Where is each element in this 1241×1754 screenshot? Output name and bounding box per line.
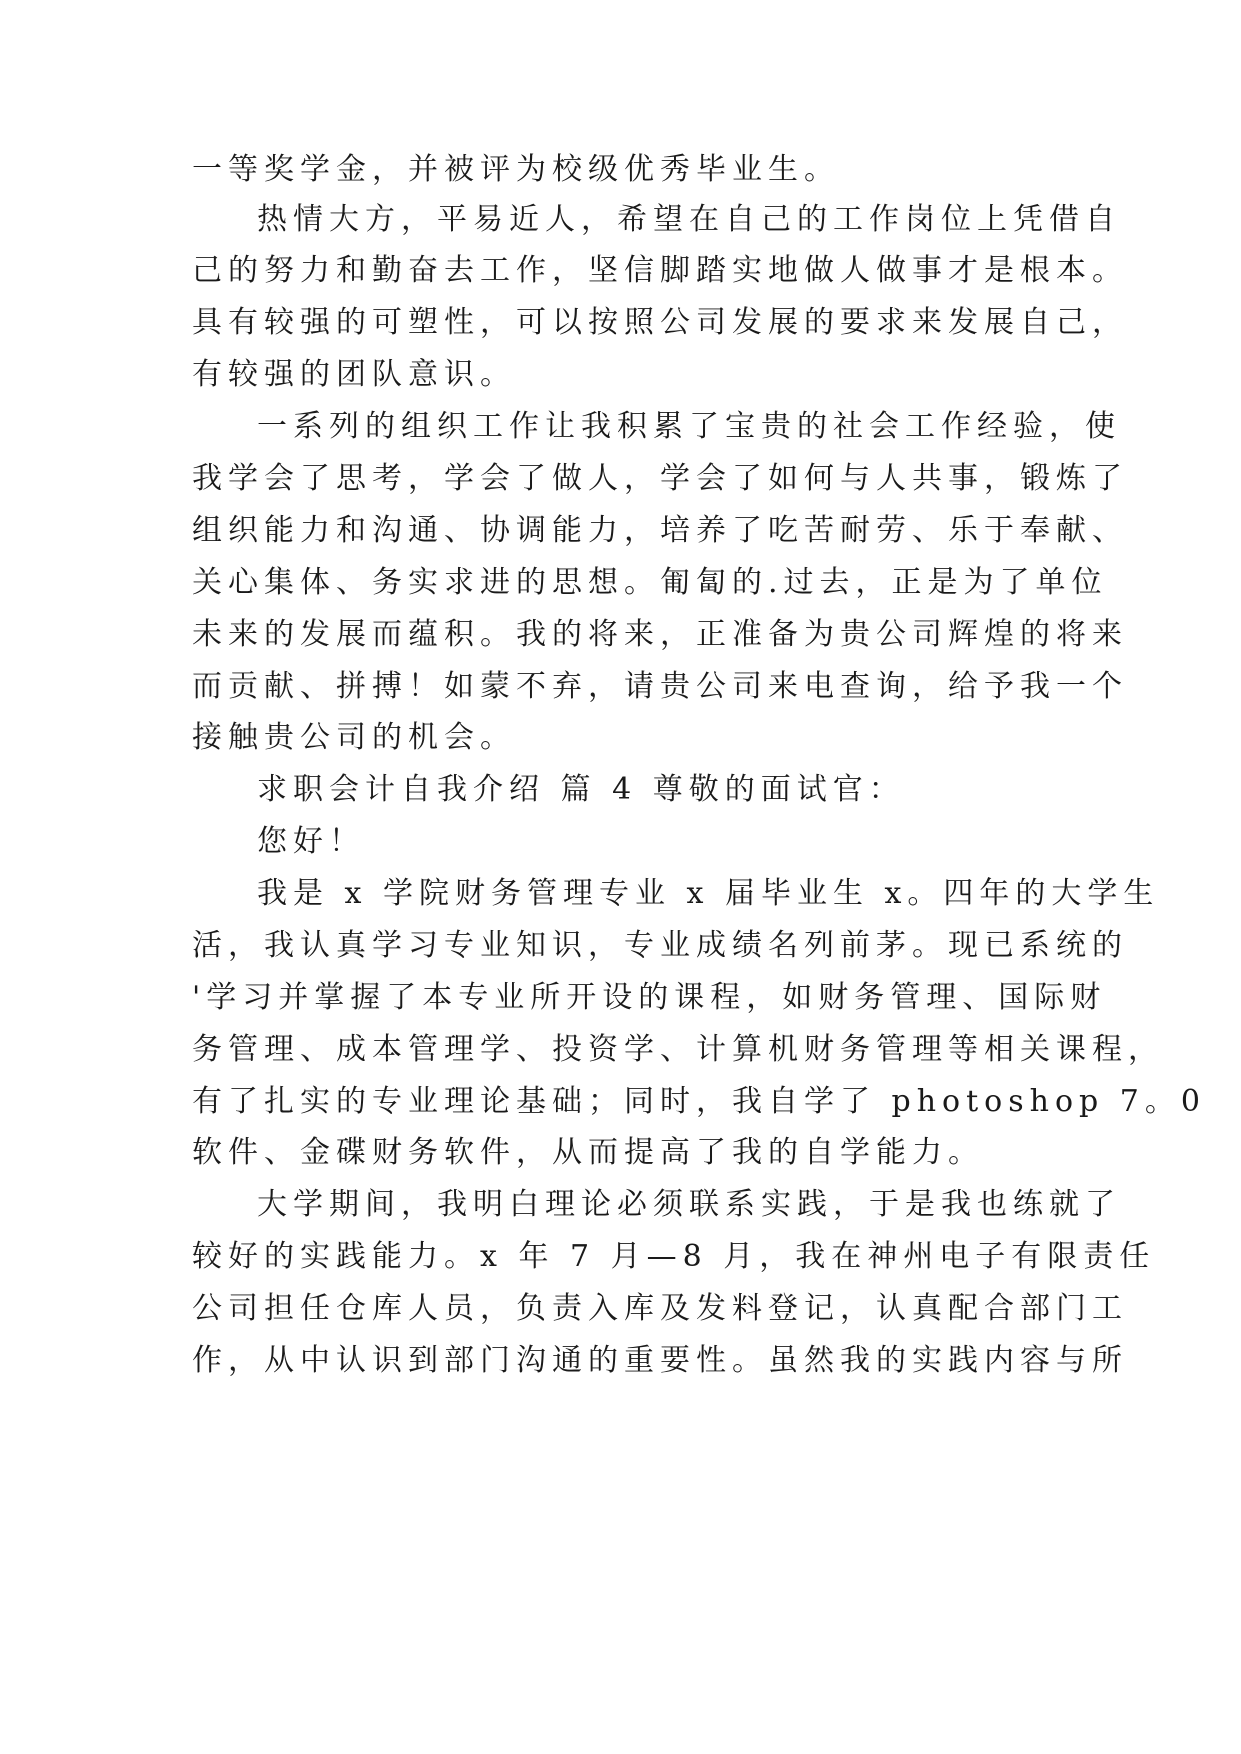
text-line: 而贡献、拼搏！如蒙不弃，请贵公司来电查询，给予我一个 bbox=[192, 669, 1128, 704]
text-line: 软件、金碟财务软件，从而提高了我的自学能力。 bbox=[192, 1135, 984, 1170]
text-line: 接触贵公司的机会。 bbox=[192, 720, 516, 755]
text-line: 一等奖学金，并被评为校级优秀毕业生。 bbox=[192, 152, 840, 187]
paragraph-start-line: 一系列的组织工作让我积累了宝贵的社会工作经验，使 bbox=[257, 409, 1121, 444]
text-line: 作，从中认识到部门沟通的重要性。虽然我的实践内容与所 bbox=[192, 1343, 1128, 1378]
text-line: 我学会了思考，学会了做人，学会了如何与人共事，锻炼了 bbox=[192, 461, 1128, 496]
paragraph-start-line: 我是 x 学院财务管理专业 x 届毕业生 x。四年的大学生 bbox=[257, 876, 1160, 911]
text-line: 较好的实践能力。x 年 7 月—8 月，我在神州电子有限责任 bbox=[192, 1239, 1156, 1274]
paragraph-start-line: 热情大方，平易近人，希望在自己的工作岗位上凭借自 bbox=[257, 202, 1121, 237]
paragraph-start-line: 大学期间，我明白理论必须联系实践，于是我也练就了 bbox=[257, 1187, 1121, 1222]
text-line: 有较强的团队意识。 bbox=[192, 357, 516, 392]
text-line: 公司担任仓库人员，负责入库及发料登记，认真配合部门工 bbox=[192, 1291, 1128, 1326]
text-line: 未来的发展而蕴积。我的将来，正准备为贵公司辉煌的将来 bbox=[192, 617, 1128, 652]
text-line: 务管理、成本管理学、投资学、计算机财务管理等相关课程， bbox=[192, 1032, 1164, 1067]
text-line: '学习并掌握了本专业所开设的课程，如财务管理、国际财 bbox=[192, 980, 1107, 1015]
text-line: 己的努力和勤奋去工作，坚信脚踏实地做人做事才是根本。 bbox=[192, 253, 1128, 288]
section-heading-line: 求职会计自我介绍 篇 4 尊敬的面试官： bbox=[257, 772, 905, 807]
text-line: 活，我认真学习专业知识，专业成绩名列前茅。现已系统的 bbox=[192, 928, 1128, 963]
text-line: 有了扎实的专业理论基础；同时，我自学了 photoshop 7。0 bbox=[192, 1084, 1206, 1119]
greeting-line: 您好！ bbox=[257, 824, 365, 859]
text-line: 关心集体、务实求进的思想。匍匐的.过去，正是为了单位 bbox=[192, 565, 1108, 600]
text-line: 具有较强的可塑性，可以按照公司发展的要求来发展自己， bbox=[192, 305, 1128, 340]
text-line: 组织能力和沟通、协调能力，培养了吃苦耐劳、乐于奉献、 bbox=[192, 513, 1128, 548]
